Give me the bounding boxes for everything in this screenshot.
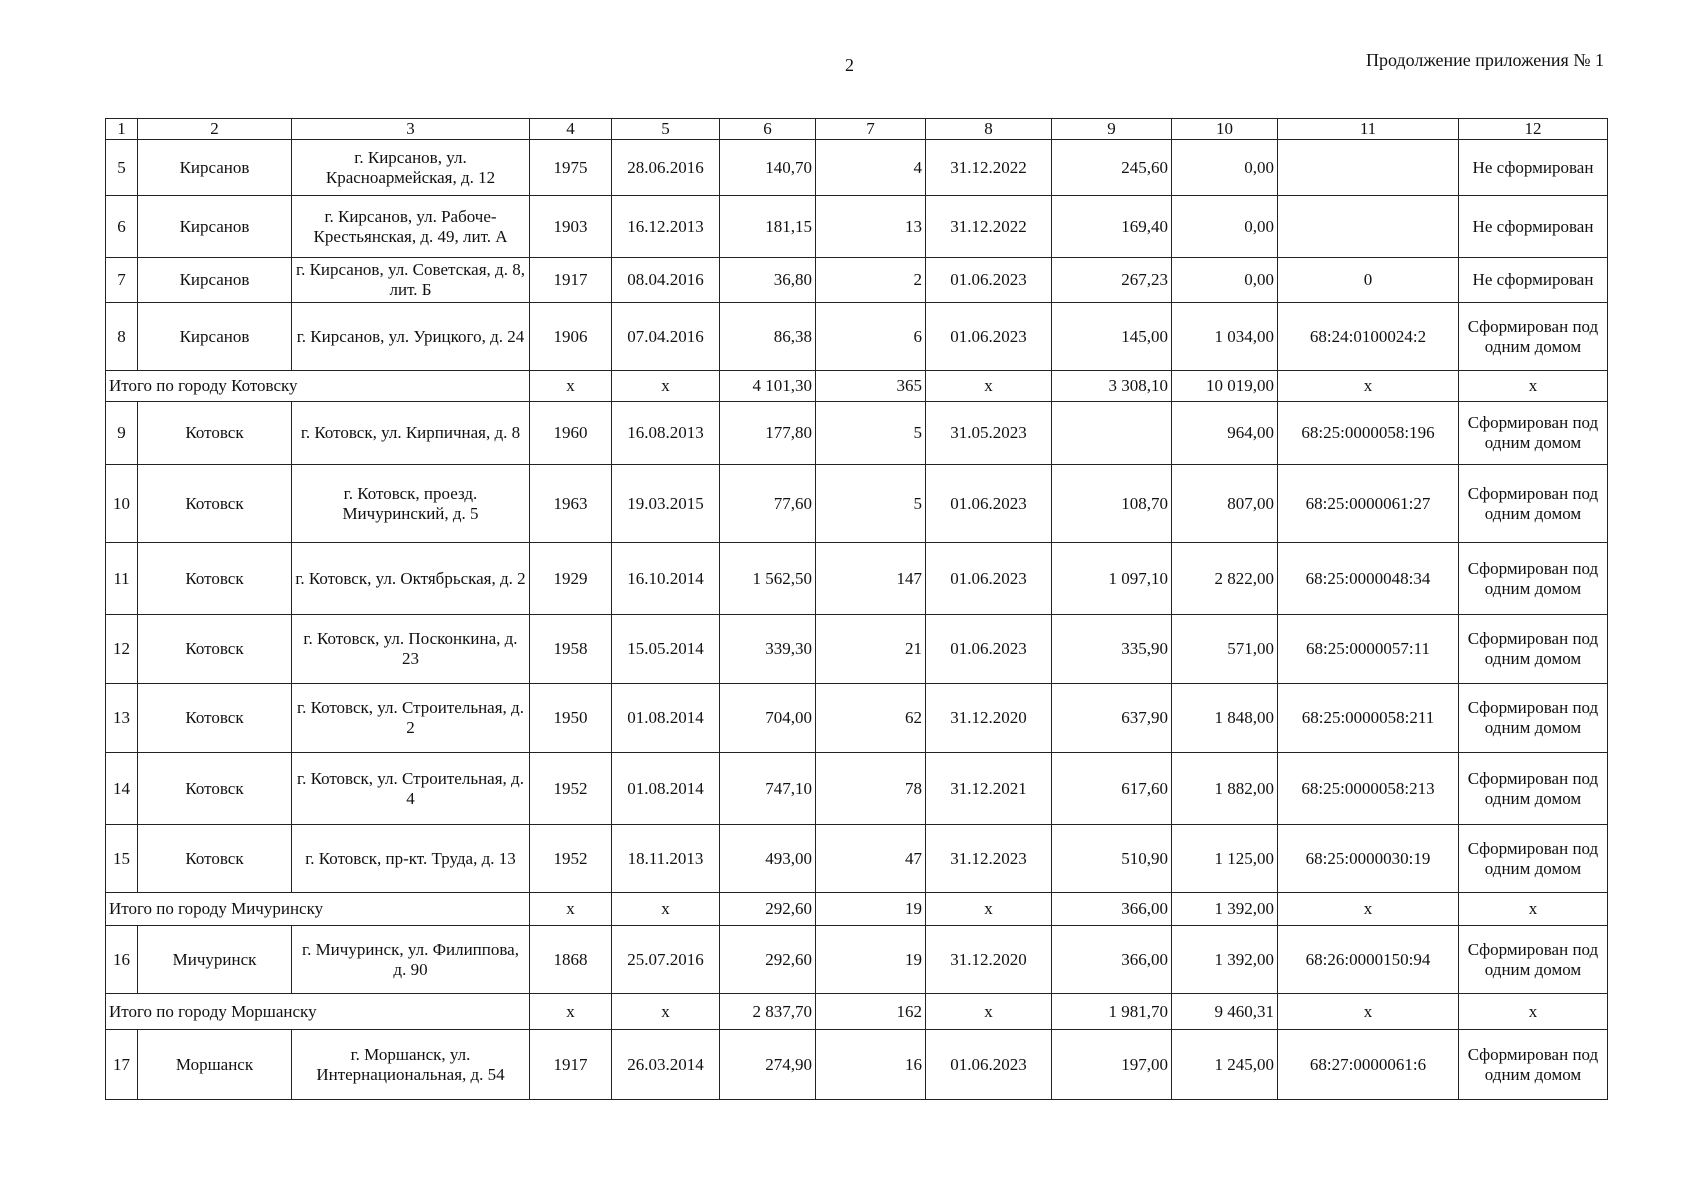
cell-c10: 571,00 bbox=[1172, 615, 1278, 684]
cell-c8: 01.06.2023 bbox=[926, 1030, 1052, 1100]
cell-c2: Котовск bbox=[138, 465, 292, 543]
total-cell-c6: 4 101,30 bbox=[720, 371, 816, 402]
column-number-cell: 2 bbox=[138, 119, 292, 140]
cell-c7: 62 bbox=[816, 684, 926, 753]
cell-c6: 493,00 bbox=[720, 825, 816, 893]
cell-c1: 8 bbox=[106, 303, 138, 371]
cell-c2: Котовск bbox=[138, 402, 292, 465]
cell-c10: 1 392,00 bbox=[1172, 926, 1278, 994]
total-cell-c11: x bbox=[1278, 371, 1459, 402]
column-number-cell: 4 bbox=[530, 119, 612, 140]
cell-c1: 7 bbox=[106, 258, 138, 303]
cell-c6: 181,15 bbox=[720, 196, 816, 258]
cell-c6: 1 562,50 bbox=[720, 543, 816, 615]
cell-c6: 747,10 bbox=[720, 753, 816, 825]
cell-c4: 1917 bbox=[530, 1030, 612, 1100]
column-number-cell: 3 bbox=[292, 119, 530, 140]
appendix-note: Продолжение приложения № 1 bbox=[1365, 50, 1604, 70]
total-cell-c5: x bbox=[612, 994, 720, 1030]
cell-c4: 1868 bbox=[530, 926, 612, 994]
total-cell-c4: x bbox=[530, 893, 612, 926]
cell-c12: Сформирован под одним домом bbox=[1459, 465, 1608, 543]
cell-c6: 140,70 bbox=[720, 140, 816, 196]
cell-c9: 335,90 bbox=[1052, 615, 1172, 684]
total-cell-c10: 10 019,00 bbox=[1172, 371, 1278, 402]
cell-c11: 68:25:0000030:19 bbox=[1278, 825, 1459, 893]
cell-c9: 637,90 bbox=[1052, 684, 1172, 753]
column-number-cell: 1 bbox=[106, 119, 138, 140]
total-cell-c4: x bbox=[530, 371, 612, 402]
cell-c8: 01.06.2023 bbox=[926, 465, 1052, 543]
cell-c11 bbox=[1278, 140, 1459, 196]
cell-c12: Сформирован под одним домом bbox=[1459, 753, 1608, 825]
cell-c1: 11 bbox=[106, 543, 138, 615]
cell-c6: 274,90 bbox=[720, 1030, 816, 1100]
cell-c10: 1 882,00 bbox=[1172, 753, 1278, 825]
cell-c3: г. Кирсанов, ул. Красноармейская, д. 12 bbox=[292, 140, 530, 196]
cell-c8: 31.12.2020 bbox=[926, 926, 1052, 994]
city-total-row bbox=[106, 994, 1608, 1030]
cell-c10: 0,00 bbox=[1172, 196, 1278, 258]
cell-c4: 1958 bbox=[530, 615, 612, 684]
cell-c5: 16.08.2013 bbox=[612, 402, 720, 465]
cell-c7: 19 bbox=[816, 926, 926, 994]
total-cell-c7: 365 bbox=[816, 371, 926, 402]
cell-c7: 6 bbox=[816, 303, 926, 371]
total-cell-c9: 1 981,70 bbox=[1052, 994, 1172, 1030]
cell-c4: 1917 bbox=[530, 258, 612, 303]
total-cell-c7: 19 bbox=[816, 893, 926, 926]
cell-c10: 807,00 bbox=[1172, 465, 1278, 543]
table-row bbox=[106, 402, 1608, 465]
column-number-cell: 5 bbox=[612, 119, 720, 140]
cell-c5: 26.03.2014 bbox=[612, 1030, 720, 1100]
cell-c9: 510,90 bbox=[1052, 825, 1172, 893]
table-row bbox=[106, 258, 1608, 303]
cell-c6: 177,80 bbox=[720, 402, 816, 465]
cell-c1: 6 bbox=[106, 196, 138, 258]
city-total-label: Итого по городу Мичуринску bbox=[106, 893, 530, 926]
cell-c3: г. Кирсанов, ул. Рабоче-Крестьянская, д. 49, лит. А bbox=[292, 196, 530, 258]
cell-c1: 16 bbox=[106, 926, 138, 994]
table-row bbox=[106, 303, 1608, 371]
cell-c11: 68:27:0000061:6 bbox=[1278, 1030, 1459, 1100]
cell-c3: г. Котовск, проезд. Мичуринский, д. 5 bbox=[292, 465, 530, 543]
cell-c3: г. Кирсанов, ул. Советская, д. 8, лит. Б bbox=[292, 258, 530, 303]
total-cell-c9: 366,00 bbox=[1052, 893, 1172, 926]
cell-c12: Сформирован под одним домом bbox=[1459, 684, 1608, 753]
cell-c9: 366,00 bbox=[1052, 926, 1172, 994]
total-cell-c5: x bbox=[612, 893, 720, 926]
cell-c6: 339,30 bbox=[720, 615, 816, 684]
cell-c1: 10 bbox=[106, 465, 138, 543]
table-row bbox=[106, 140, 1608, 196]
cell-c12: Сформирован под одним домом bbox=[1459, 825, 1608, 893]
cell-c4: 1960 bbox=[530, 402, 612, 465]
cell-c7: 16 bbox=[816, 1030, 926, 1100]
cell-c2: Котовск bbox=[138, 615, 292, 684]
cell-c11: 68:25:0000048:34 bbox=[1278, 543, 1459, 615]
cell-c11: 0 bbox=[1278, 258, 1459, 303]
cell-c3: г. Котовск, ул. Кирпичная, д. 8 bbox=[292, 402, 530, 465]
cell-c5: 19.03.2015 bbox=[612, 465, 720, 543]
cell-c5: 08.04.2016 bbox=[612, 258, 720, 303]
city-total-row bbox=[106, 371, 1608, 402]
cell-c7: 147 bbox=[816, 543, 926, 615]
cell-c8: 01.06.2023 bbox=[926, 615, 1052, 684]
cell-c4: 1975 bbox=[530, 140, 612, 196]
table-row bbox=[106, 543, 1608, 615]
cell-c4: 1903 bbox=[530, 196, 612, 258]
table-row bbox=[106, 615, 1608, 684]
total-cell-c11: x bbox=[1278, 994, 1459, 1030]
cell-c10: 2 822,00 bbox=[1172, 543, 1278, 615]
cell-c9 bbox=[1052, 402, 1172, 465]
cell-c12: Сформирован под одним домом bbox=[1459, 1030, 1608, 1100]
cell-c1: 13 bbox=[106, 684, 138, 753]
column-number-cell: 8 bbox=[926, 119, 1052, 140]
cell-c2: Котовск bbox=[138, 684, 292, 753]
cell-c9: 1 097,10 bbox=[1052, 543, 1172, 615]
cell-c3: г. Моршанск, ул. Интернациональная, д. 54 bbox=[292, 1030, 530, 1100]
cell-c2: Кирсанов bbox=[138, 140, 292, 196]
table-row bbox=[106, 753, 1608, 825]
cell-c10: 0,00 bbox=[1172, 140, 1278, 196]
cell-c8: 31.12.2021 bbox=[926, 753, 1052, 825]
table-row bbox=[106, 926, 1608, 994]
cell-c10: 0,00 bbox=[1172, 258, 1278, 303]
cell-c6: 704,00 bbox=[720, 684, 816, 753]
cell-c2: Кирсанов bbox=[138, 303, 292, 371]
total-cell-c10: 9 460,31 bbox=[1172, 994, 1278, 1030]
cell-c1: 14 bbox=[106, 753, 138, 825]
cell-c5: 18.11.2013 bbox=[612, 825, 720, 893]
cell-c7: 47 bbox=[816, 825, 926, 893]
cell-c3: г. Котовск, ул. Октябрьская, д. 2 bbox=[292, 543, 530, 615]
cell-c12: Не сформирован bbox=[1459, 258, 1608, 303]
cell-c11: 68:25:0000058:196 bbox=[1278, 402, 1459, 465]
cell-c11: 68:25:0000061:27 bbox=[1278, 465, 1459, 543]
cell-c8: 31.12.2022 bbox=[926, 140, 1052, 196]
cell-c4: 1952 bbox=[530, 825, 612, 893]
table-row bbox=[106, 196, 1608, 258]
cell-c9: 617,60 bbox=[1052, 753, 1172, 825]
cell-c12: Сформирован под одним домом bbox=[1459, 543, 1608, 615]
total-cell-c8: x bbox=[926, 994, 1052, 1030]
cell-c9: 267,23 bbox=[1052, 258, 1172, 303]
column-number-cell: 7 bbox=[816, 119, 926, 140]
table-row bbox=[106, 825, 1608, 893]
cell-c4: 1929 bbox=[530, 543, 612, 615]
cell-c7: 21 bbox=[816, 615, 926, 684]
cell-c7: 13 bbox=[816, 196, 926, 258]
total-cell-c5: x bbox=[612, 371, 720, 402]
cell-c9: 197,00 bbox=[1052, 1030, 1172, 1100]
column-number-cell: 12 bbox=[1459, 119, 1608, 140]
total-cell-c8: x bbox=[926, 893, 1052, 926]
table-row bbox=[106, 1030, 1608, 1100]
total-cell-c12: x bbox=[1459, 371, 1608, 402]
cell-c9: 145,00 bbox=[1052, 303, 1172, 371]
registry-table bbox=[105, 118, 1608, 1100]
cell-c4: 1950 bbox=[530, 684, 612, 753]
total-cell-c6: 2 837,70 bbox=[720, 994, 816, 1030]
cell-c6: 77,60 bbox=[720, 465, 816, 543]
cell-c10: 964,00 bbox=[1172, 402, 1278, 465]
total-cell-c9: 3 308,10 bbox=[1052, 371, 1172, 402]
total-cell-c6: 292,60 bbox=[720, 893, 816, 926]
column-number-cell: 11 bbox=[1278, 119, 1459, 140]
cell-c2: Кирсанов bbox=[138, 196, 292, 258]
cell-c11: 68:25:0000058:213 bbox=[1278, 753, 1459, 825]
cell-c5: 28.06.2016 bbox=[612, 140, 720, 196]
cell-c7: 5 bbox=[816, 465, 926, 543]
cell-c6: 36,80 bbox=[720, 258, 816, 303]
cell-c2: Кирсанов bbox=[138, 258, 292, 303]
cell-c4: 1952 bbox=[530, 753, 612, 825]
cell-c10: 1 034,00 bbox=[1172, 303, 1278, 371]
column-number-row bbox=[106, 119, 1608, 140]
cell-c3: г. Кирсанов, ул. Урицкого, д. 24 bbox=[292, 303, 530, 371]
cell-c2: Моршанск bbox=[138, 1030, 292, 1100]
cell-c2: Мичуринск bbox=[138, 926, 292, 994]
cell-c8: 31.05.2023 bbox=[926, 402, 1052, 465]
cell-c1: 5 bbox=[106, 140, 138, 196]
cell-c8: 31.12.2020 bbox=[926, 684, 1052, 753]
cell-c10: 1 125,00 bbox=[1172, 825, 1278, 893]
cell-c12: Не сформирован bbox=[1459, 140, 1608, 196]
cell-c4: 1963 bbox=[530, 465, 612, 543]
table-row bbox=[106, 465, 1608, 543]
cell-c9: 108,70 bbox=[1052, 465, 1172, 543]
cell-c12: Сформирован под одним домом bbox=[1459, 926, 1608, 994]
cell-c7: 4 bbox=[816, 140, 926, 196]
cell-c7: 78 bbox=[816, 753, 926, 825]
cell-c1: 12 bbox=[106, 615, 138, 684]
column-number-cell: 9 bbox=[1052, 119, 1172, 140]
cell-c8: 01.06.2023 bbox=[926, 258, 1052, 303]
cell-c11: 68:25:0000058:211 bbox=[1278, 684, 1459, 753]
cell-c7: 5 bbox=[816, 402, 926, 465]
cell-c1: 15 bbox=[106, 825, 138, 893]
cell-c5: 07.04.2016 bbox=[612, 303, 720, 371]
table-row bbox=[106, 684, 1608, 753]
cell-c5: 15.05.2014 bbox=[612, 615, 720, 684]
column-number-cell: 10 bbox=[1172, 119, 1278, 140]
cell-c7: 2 bbox=[816, 258, 926, 303]
cell-c11: 68:25:0000057:11 bbox=[1278, 615, 1459, 684]
total-cell-c7: 162 bbox=[816, 994, 926, 1030]
cell-c12: Сформирован под одним домом bbox=[1459, 402, 1608, 465]
cell-c3: г. Котовск, пр-кт. Труда, д. 13 bbox=[292, 825, 530, 893]
total-cell-c12: x bbox=[1459, 994, 1608, 1030]
cell-c9: 245,60 bbox=[1052, 140, 1172, 196]
cell-c11: 68:26:0000150:94 bbox=[1278, 926, 1459, 994]
cell-c5: 01.08.2014 bbox=[612, 684, 720, 753]
cell-c6: 292,60 bbox=[720, 926, 816, 994]
cell-c5: 25.07.2016 bbox=[612, 926, 720, 994]
cell-c12: Не сформирован bbox=[1459, 196, 1608, 258]
city-total-label: Итого по городу Моршанску bbox=[106, 994, 530, 1030]
total-cell-c12: x bbox=[1459, 893, 1608, 926]
cell-c3: г. Котовск, ул. Строительная, д. 4 bbox=[292, 753, 530, 825]
cell-c5: 16.10.2014 bbox=[612, 543, 720, 615]
total-cell-c4: x bbox=[530, 994, 612, 1030]
cell-c8: 01.06.2023 bbox=[926, 543, 1052, 615]
cell-c9: 169,40 bbox=[1052, 196, 1172, 258]
cell-c12: Сформирован под одним домом bbox=[1459, 615, 1608, 684]
cell-c12: Сформирован под одним домом bbox=[1459, 303, 1608, 371]
cell-c8: 31.12.2023 bbox=[926, 825, 1052, 893]
cell-c5: 01.08.2014 bbox=[612, 753, 720, 825]
cell-c3: г. Котовск, ул. Посконкина, д. 23 bbox=[292, 615, 530, 684]
cell-c11: 68:24:0100024:2 bbox=[1278, 303, 1459, 371]
city-total-row bbox=[106, 893, 1608, 926]
cell-c5: 16.12.2013 bbox=[612, 196, 720, 258]
cell-c2: Котовск bbox=[138, 543, 292, 615]
cell-c8: 31.12.2022 bbox=[926, 196, 1052, 258]
cell-c1: 17 bbox=[106, 1030, 138, 1100]
cell-c11 bbox=[1278, 196, 1459, 258]
cell-c3: г. Мичуринск, ул. Филиппова, д. 90 bbox=[292, 926, 530, 994]
cell-c10: 1 245,00 bbox=[1172, 1030, 1278, 1100]
cell-c2: Котовск bbox=[138, 825, 292, 893]
cell-c3: г. Котовск, ул. Строительная, д. 2 bbox=[292, 684, 530, 753]
page-number: 2 bbox=[845, 55, 854, 75]
column-number-cell: 6 bbox=[720, 119, 816, 140]
total-cell-c8: x bbox=[926, 371, 1052, 402]
total-cell-c11: x bbox=[1278, 893, 1459, 926]
cell-c8: 01.06.2023 bbox=[926, 303, 1052, 371]
cell-c10: 1 848,00 bbox=[1172, 684, 1278, 753]
total-cell-c10: 1 392,00 bbox=[1172, 893, 1278, 926]
cell-c1: 9 bbox=[106, 402, 138, 465]
cell-c6: 86,38 bbox=[720, 303, 816, 371]
cell-c4: 1906 bbox=[530, 303, 612, 371]
city-total-label: Итого по городу Котовску bbox=[106, 371, 530, 402]
cell-c2: Котовск bbox=[138, 753, 292, 825]
